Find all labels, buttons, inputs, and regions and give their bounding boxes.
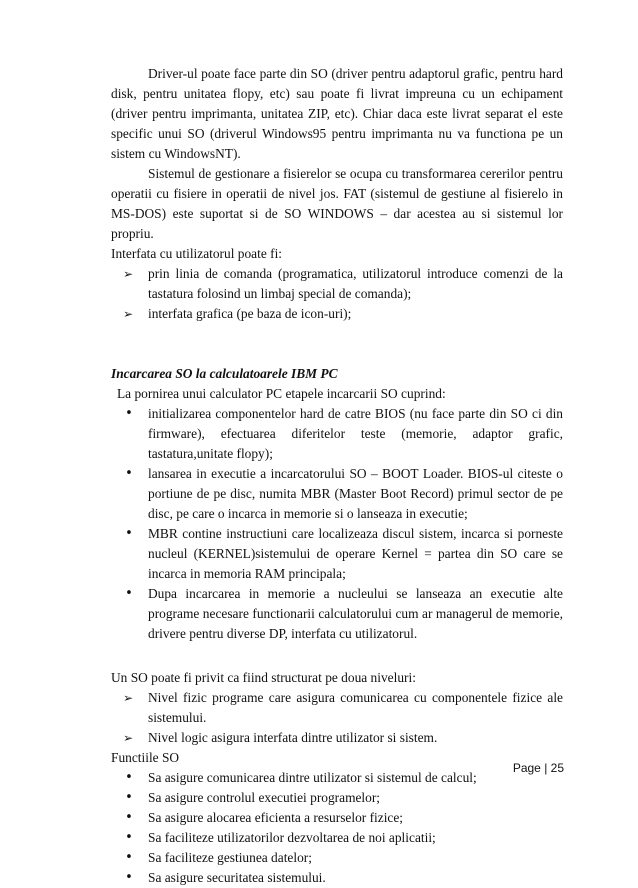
list-item bbox=[111, 524, 563, 584]
arrow-bullet-icon: ➢ bbox=[122, 307, 134, 321]
list-item-text: Sa asigure securitatea sistemului. bbox=[148, 870, 326, 885]
bullet-icon: • bbox=[125, 526, 133, 541]
bullet-icon: • bbox=[125, 850, 133, 865]
bullet-icon: • bbox=[125, 830, 133, 845]
functions-list bbox=[111, 768, 563, 888]
list-item bbox=[111, 264, 563, 304]
list-item-text: initializarea componentelor hard de catre BIOS (nu face parte din SO ci din firmware), efectuarea diferitelor teste (memorie, adaptor grafic, tastatura,unitate flopy); bbox=[148, 406, 563, 461]
paragraph-file-system: Sistemul de gestionare a fisierelor se ocupa cu transformarea cererilor pentru operatii cu fisiere in operatii de nivel jos. FAT (sistemul de gestiune al fisierelo in MS-DOS) este suportat si de SO WINDOWS – dar acestea au si sistemul lor propriu. bbox=[111, 166, 563, 241]
list-item-text: Sa asigure comunicarea dintre utilizator si sistemul de calcul; bbox=[148, 770, 477, 785]
spacer bbox=[111, 324, 563, 364]
list-item-text: Sa asigure alocarea eficienta a resurselor fizice; bbox=[148, 810, 404, 825]
list-item bbox=[111, 584, 563, 644]
paragraph-interface-intro: Interfata cu utilizatorul poate fi: bbox=[111, 246, 283, 261]
bullet-icon: • bbox=[125, 790, 133, 805]
list-item bbox=[111, 868, 563, 888]
list-item-text: interfata grafica (pe baza de icon-uri); bbox=[148, 306, 352, 321]
list-item-text: lansarea in executie a incarcatorului SO – BOOT Loader. BIOS-ul citeste o portiune de pe disc, numita MBR (Master Boot Record) primul sector de pe disc, pe care o incarca in memorie si o lanseaza in executie; bbox=[148, 466, 563, 521]
page-content bbox=[111, 64, 563, 888]
paragraph-drivers: Driver-ul poate face parte din SO (driver pentru adaptorul grafic, pentru hard disk, pentru unitatea flopy, etc) sau poate fi livrat impreuna cu un echipament (driver pentru imprimanta, unitatea ZIP, etc). Chiar daca este livrat separat el este specific unui SO (driverul Windows95 pentru imprimanta nu va functiona pe un sistem cu WindowsNT). bbox=[111, 66, 563, 161]
bullet-icon: • bbox=[125, 870, 133, 885]
list-item bbox=[111, 728, 563, 748]
arrow-bullet-icon: ➢ bbox=[122, 691, 134, 705]
list-item bbox=[111, 768, 563, 788]
page-number: Page | 25 bbox=[512, 761, 564, 775]
list-item-text: prin linia de comanda (programatica, utilizatorul introduce comenzi de la tastatura folosind un limbaj special de comanda); bbox=[148, 266, 563, 301]
section-heading: Incarcarea SO la calculatoarele IBM PC bbox=[111, 366, 338, 381]
bullet-icon: • bbox=[125, 810, 133, 825]
arrow-bullet-icon: ➢ bbox=[122, 731, 134, 745]
list-item-text: Dupa incarcarea in memorie a nucleului se lanseaza an executie alte programe necesare functionarii calculatorului cum ar managerul de memorie, drivere pentru diverse DP, interfata cu utilizatorul. bbox=[148, 586, 563, 641]
list-item bbox=[111, 788, 563, 808]
list-item bbox=[111, 688, 563, 728]
levels-list bbox=[111, 688, 563, 748]
boot-steps-list bbox=[111, 404, 563, 644]
arrow-bullet-icon: ➢ bbox=[122, 267, 134, 281]
list-item bbox=[111, 464, 563, 524]
section-intro: Un SO poate fi privit ca fiind structurat pe doua niveluri: bbox=[111, 670, 416, 685]
list-item bbox=[111, 848, 563, 868]
list-item-text: Nivel logic asigura interfata dintre utilizator si sistem. bbox=[148, 730, 438, 745]
section-intro: Functiile SO bbox=[111, 750, 180, 765]
list-item bbox=[111, 808, 563, 828]
list-item-text: Sa asigure controlul executiei programelor; bbox=[148, 790, 381, 805]
list-item-text: Sa faciliteze gestiunea datelor; bbox=[148, 850, 312, 865]
bullet-icon: • bbox=[125, 406, 133, 421]
section-intro: La pornirea unui calculator PC etapele incarcarii SO cuprind: bbox=[117, 386, 446, 401]
list-item-text: MBR contine instructiuni care localizeaza discul sistem, incarca si porneste nucleul (KERNEL)sistemului de operare Kernel = partea din SO care se incarca in memoria RAM principala; bbox=[148, 526, 563, 581]
interface-list bbox=[111, 264, 563, 324]
bullet-icon: • bbox=[125, 770, 133, 785]
spacer bbox=[111, 644, 563, 668]
list-item bbox=[111, 828, 563, 848]
bullet-icon: • bbox=[125, 466, 133, 481]
bullet-icon: • bbox=[125, 586, 133, 601]
list-item-text: Nivel fizic programe care asigura comunicarea cu componentele fizice ale sistemului. bbox=[148, 690, 563, 725]
list-item bbox=[111, 404, 563, 464]
list-item-text: Sa faciliteze utilizatorilor dezvoltarea de noi aplicatii; bbox=[148, 830, 436, 845]
list-item bbox=[111, 304, 563, 324]
